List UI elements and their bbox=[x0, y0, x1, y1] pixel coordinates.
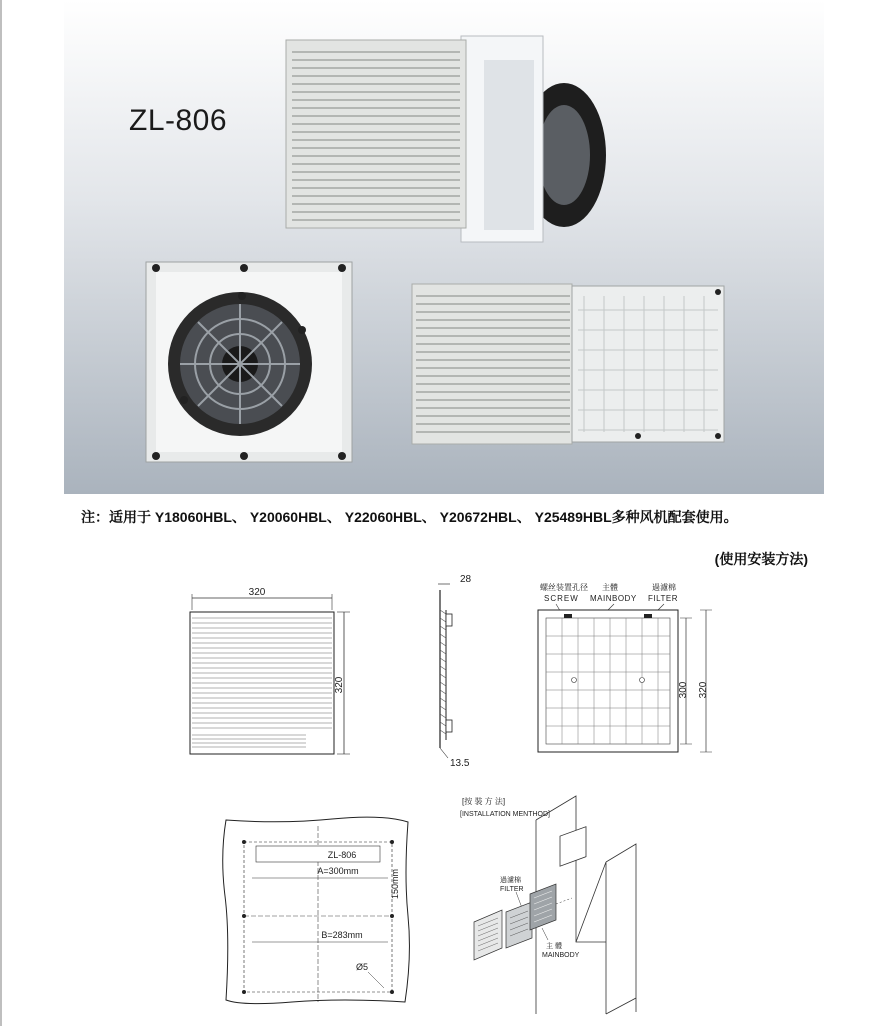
install-title-cn: [按 裝 方 法] bbox=[462, 797, 506, 806]
front-view-drawing bbox=[182, 580, 362, 760]
cutout-hole-label: Ø5 bbox=[356, 962, 369, 972]
install-filter-en: FILTER bbox=[500, 886, 524, 893]
photo-fan-unit bbox=[146, 262, 352, 462]
product-photo-panel bbox=[64, 0, 824, 494]
installation-drawing bbox=[456, 792, 646, 1016]
side-bottom-label: 13.5 bbox=[450, 758, 470, 769]
cutout-a-label: A=300mm bbox=[317, 866, 359, 876]
product-photos bbox=[64, 0, 824, 494]
install-filter-cn: 過濾棉 bbox=[500, 877, 521, 884]
filter-panel bbox=[506, 902, 532, 948]
main-body-panel bbox=[530, 884, 556, 930]
back-view-drawing bbox=[534, 580, 724, 770]
front-height-label: 320 bbox=[334, 676, 345, 694]
side-view-drawing bbox=[428, 570, 488, 770]
installation-method-label: (使用安装方法) bbox=[714, 551, 808, 567]
cutout-drawing bbox=[222, 816, 412, 1006]
cutout-b-label: B=283mm bbox=[321, 930, 363, 940]
install-body-en: MAINBODY bbox=[542, 952, 580, 959]
filter-label-cn: 過濾棉 bbox=[652, 583, 676, 592]
louver-panel bbox=[474, 910, 502, 960]
body-label-en: MAINBODY bbox=[590, 594, 637, 603]
cutout-h-label: 150mm bbox=[390, 868, 400, 900]
install-title-en: [INSTALLATION MENTHOD] bbox=[460, 811, 550, 818]
compatibility-note: 注：适用于 Y18060HBL、 Y20060HBL、 Y22060HBL、 Y20672HBL、 Y25489HBL多种风机配套使用。 bbox=[81, 509, 738, 525]
screw-label-en: SCREW bbox=[544, 594, 579, 603]
photo-top-assembly bbox=[286, 36, 606, 242]
filter-label-en: FILTER bbox=[648, 594, 678, 603]
left-border bbox=[0, 0, 2, 1026]
cutout-model: ZL-806 bbox=[327, 850, 357, 860]
back-inner-dim: 300 bbox=[678, 681, 689, 699]
photo-louver-filter bbox=[412, 284, 724, 444]
install-body-cn: 主 體 bbox=[546, 943, 562, 950]
body-label-cn: 主體 bbox=[602, 583, 618, 592]
model-title: ZL-806 bbox=[129, 104, 228, 137]
back-outer-dim: 320 bbox=[698, 681, 709, 699]
screw-label-cn: 螺丝装置孔径 bbox=[540, 583, 588, 592]
side-depth-label: 28 bbox=[460, 574, 472, 585]
front-width-label: 320 bbox=[248, 587, 266, 598]
